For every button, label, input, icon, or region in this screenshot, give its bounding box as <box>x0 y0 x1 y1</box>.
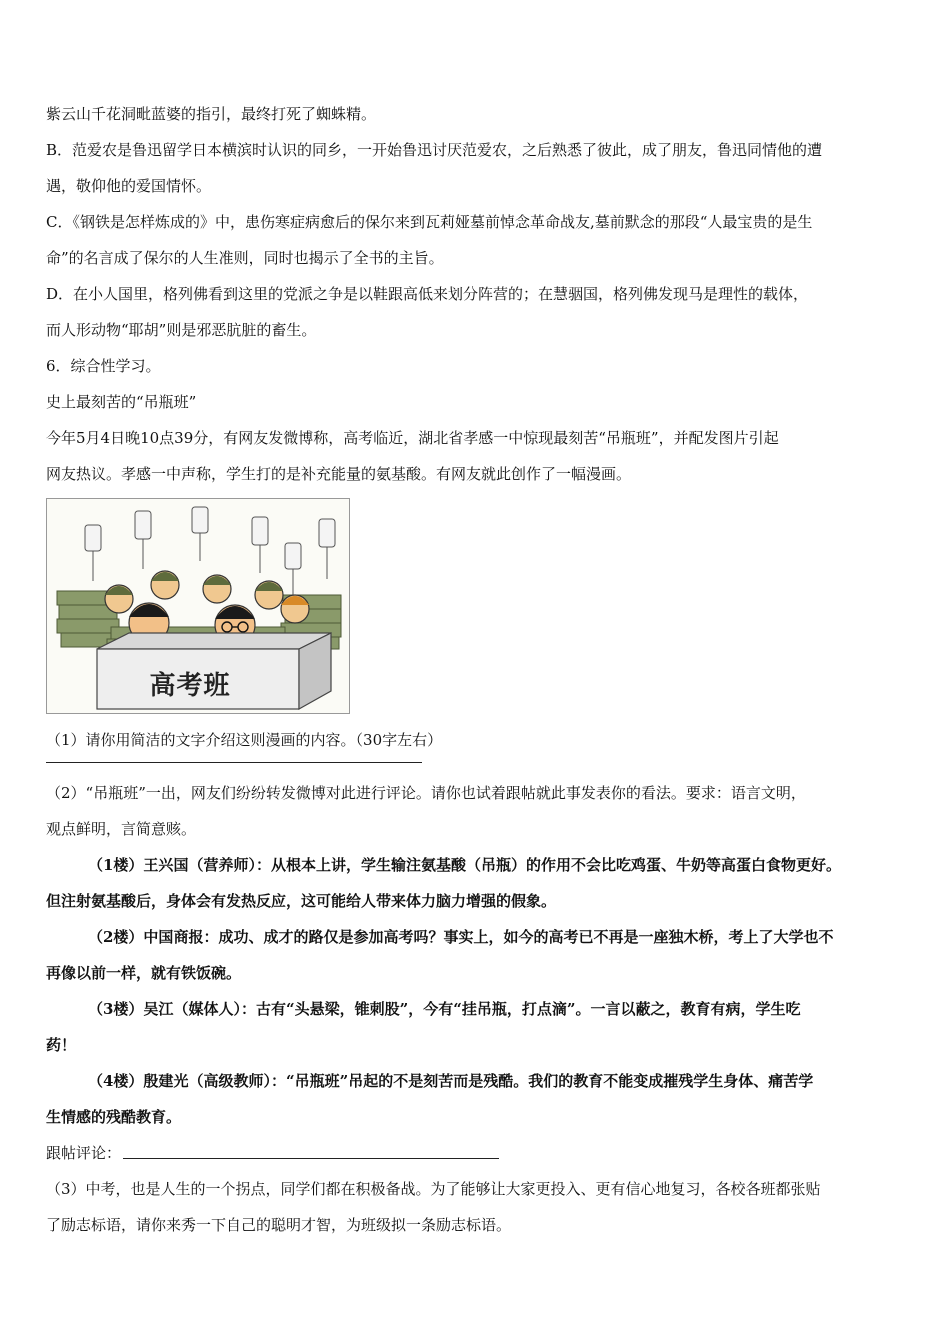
option-a-tail: 紫云山千花洞毗蓝婆的指引，最终打死了蜘蛛精。 <box>46 105 377 123</box>
floor-3-line1: （3楼）吴江（媒体人）：古有“头悬梁，锥刺股”，今有“挂吊瓶，打点滴”。一言以蔽之，教育有病，学生吃 <box>88 1000 801 1018</box>
intro-line1: 今年5月4日晚10点39分，有网友发微博称，高考临近，湖北省孝感一中惊现最刻苦“吊瓶班”，并配发图片引起 <box>46 429 779 447</box>
floor-2-line1: （2楼）中国商报：成功、成才的路仅是参加高考吗？事实上，如今的高考已不再是一座独木桥，考上了大学也不 <box>88 928 834 946</box>
floor-1-line1: （1楼）王兴国（营养师）：从根本上讲，学生输注氨基酸（吊瓶）的作用不会比吃鸡蛋、牛奶等高蛋白食物更好。 <box>88 856 841 874</box>
option-c-line2: 命”的名言成了保尔的人生准则，同时也揭示了全书的主旨。 <box>46 249 444 267</box>
option-b-line1: B．范爱农是鲁迅留学日本横滨时认识的同乡，一开始鲁迅讨厌范爱农，之后熟悉了彼此，成了朋友，鲁迅同情他的遭 <box>46 141 823 159</box>
floor-2-line2: 再像以前一样，就有铁饭碗。 <box>46 964 242 982</box>
sub-question-2-line2: 观点鲜明，言简意赅。 <box>46 820 197 838</box>
comic-illustration <box>46 498 350 714</box>
option-c-line1: C．《钢铁是怎样炼成的》中，患伤寒症病愈后的保尔来到瓦莉娅墓前悼念革命战友,墓前默念的那段“人最宝贵的是生 <box>46 213 813 231</box>
intro-line2: 网友热议。孝感一中声称，学生打的是补充能量的氨基酸。有网友就此创作了一幅漫画。 <box>46 465 632 483</box>
floor-4-line1: （4楼）殷建光（高级教师）：“吊瓶班”吊起的不是刻苦而是残酷。我们的教育不能变成摧残学生身体、痛苦学 <box>88 1072 814 1090</box>
comic-sign-text: 高考班 <box>149 671 231 701</box>
sub-question-1: （1）请你用简洁的文字介绍这则漫画的内容。（30字左右） <box>46 731 443 749</box>
option-b-line2: 遇，敬仰他的爱国情怀。 <box>46 177 212 195</box>
material-title: 史上最刻苦的“吊瓶班” <box>46 393 197 411</box>
sub-question-3-line2: 了励志标语，请你来秀一下自己的聪明才智，为班级拟一条励志标语。 <box>46 1216 512 1234</box>
follow-comment-label: 跟帖评论： <box>46 1144 122 1162</box>
follow-comment-answer-line[interactable] <box>123 1158 499 1159</box>
sub-question-3-line1: （3）中考，也是人生的一个拐点，同学们都在积极备战。为了能够让大家更投入、更有信心地复习，各校各班都张贴 <box>46 1180 821 1198</box>
sub-question-2-line1: （2）“吊瓶班”一出，网友们纷纷转发微博对此进行评论。请你也试着跟帖就此事发表你的看法。要求：语言文明， <box>46 784 806 802</box>
floor-4-line2: 生情感的残酷教育。 <box>46 1108 182 1126</box>
option-d-line1: D．在小人国里，格列佛看到这里的党派之争是以鞋跟高低来划分阵营的；在慧骃国，格列佛发现马是理性的载体， <box>46 285 809 303</box>
floor-3-line2: 药！ <box>46 1036 77 1054</box>
follow-comment-row <box>46 1135 906 1171</box>
option-d-line2: 而人形动物“耶胡”则是邪恶肮脏的畜生。 <box>46 321 317 339</box>
question-6: 6．综合性学习。 <box>46 357 161 375</box>
answer-line-1[interactable] <box>46 762 422 763</box>
floor-1-line2: 但注射氨基酸后，身体会有发热反应，这可能给人带来体力脑力增强的假象。 <box>46 892 557 910</box>
document-page <box>46 96 906 1243</box>
